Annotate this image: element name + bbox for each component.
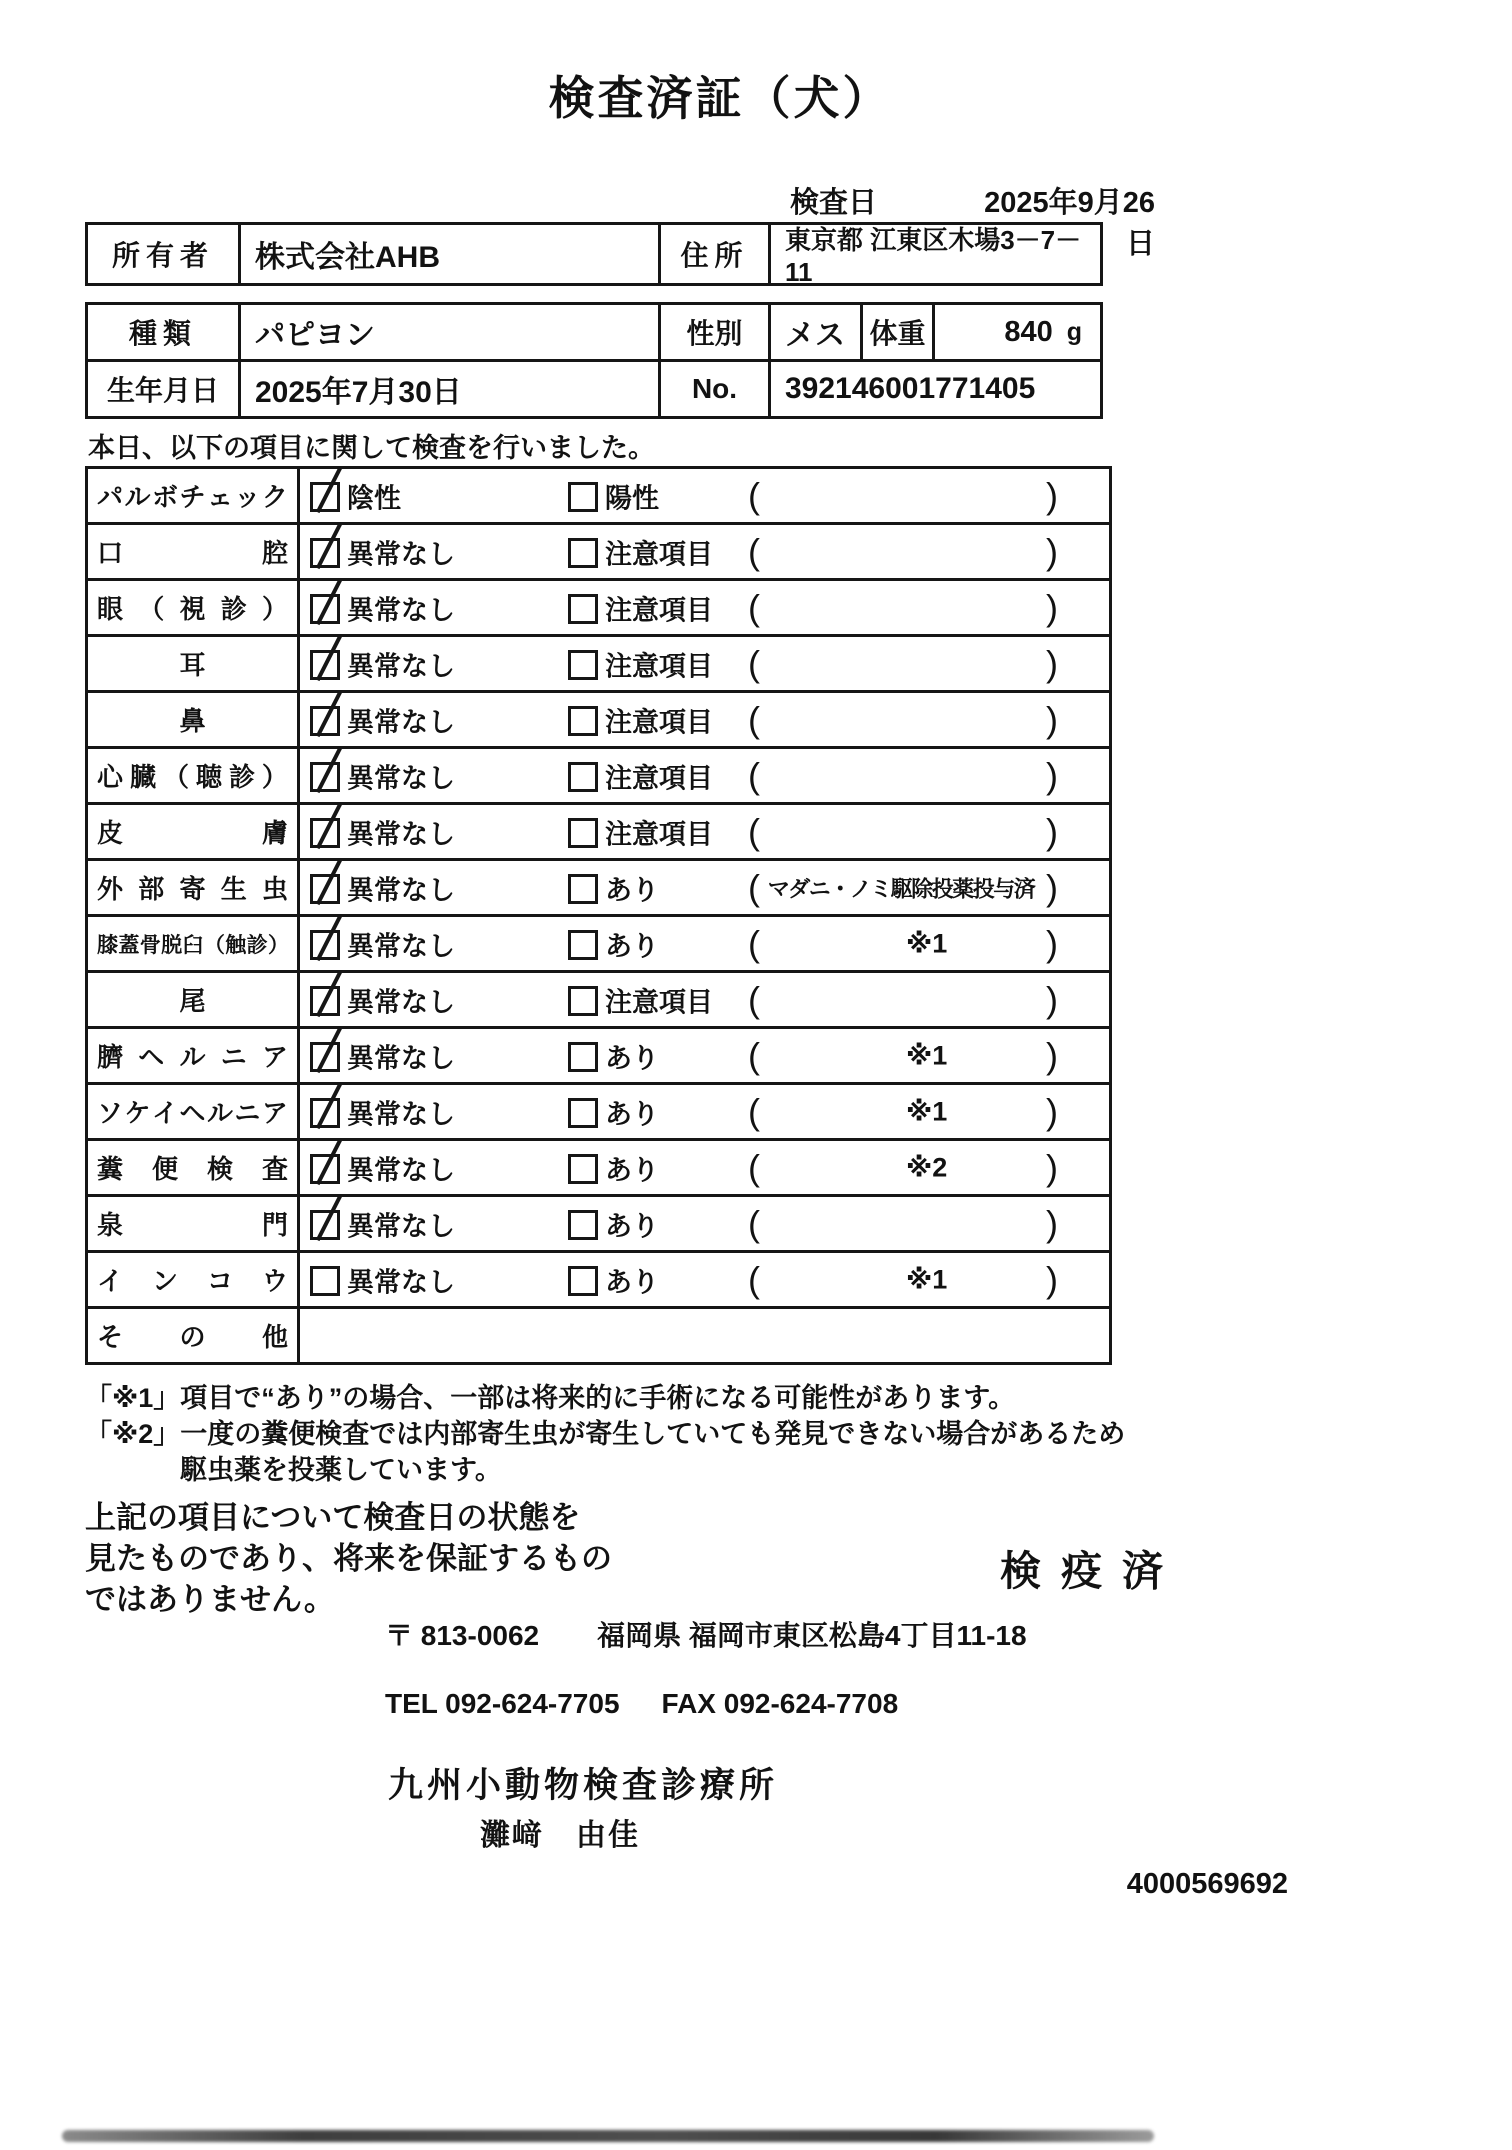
inspection-result-cell (300, 1141, 1109, 1194)
intro-text: 本日、以下の項目に関して検査を行いました。 (88, 433, 655, 463)
result-option-1-label: 異常なし (347, 651, 455, 681)
sex-value: メス (768, 305, 860, 359)
note-close-paren: ) (1046, 1090, 1058, 1132)
result-checkbox-1 (310, 594, 340, 624)
note-close-paren: ) (1046, 530, 1058, 572)
note-open-paren: ( (748, 474, 760, 516)
note-open-paren: ( (748, 978, 760, 1020)
result-option-1-label: 異常なし (347, 1267, 455, 1297)
result-checkbox-2 (568, 594, 598, 624)
result-option-2-label: 注意項目 (605, 987, 713, 1017)
note-open-paren: ( (748, 1202, 760, 1244)
note-open-paren: ( (748, 1034, 760, 1076)
result-checkbox-1 (310, 1154, 340, 1184)
footnote-mark: ※1 (906, 928, 948, 958)
note-open-paren: ( (748, 586, 760, 628)
scan-artifact (62, 2130, 1154, 2142)
disclaimer-line-1: 上記の項目について検査日の状態を (85, 1500, 581, 1535)
result-option-1-label: 異常なし (347, 1211, 455, 1241)
result-checkbox-2 (568, 930, 598, 960)
inspection-item-label: ソ ケ イ ヘ ル ニ ア (97, 1098, 288, 1128)
result-checkbox-2 (568, 482, 598, 512)
inspection-row (88, 746, 1109, 802)
result-option-2-label: 陽性 (605, 483, 659, 513)
note-close-paren: ) (1046, 1258, 1058, 1300)
inspection-row (88, 1138, 1109, 1194)
inspection-row (88, 522, 1109, 578)
note-close-paren: ) (1046, 1146, 1058, 1188)
note-open-paren: ( (748, 922, 760, 964)
birthdate-label: 生年月日 (106, 375, 219, 406)
pet-table (85, 302, 1103, 419)
no-label: No. (658, 362, 768, 416)
weight-label: 体重 (860, 305, 932, 359)
inspection-result-cell (300, 917, 1109, 970)
inspection-row (88, 914, 1109, 970)
result-checkbox-2 (568, 986, 598, 1016)
inspection-item-name-cell (88, 1141, 300, 1194)
inspection-date-value: 2025年9月26日 (984, 187, 1155, 260)
result-option-2-label: 注意項目 (605, 819, 713, 849)
result-checkbox-1 (310, 818, 340, 848)
inspection-result-cell (300, 1253, 1109, 1306)
result-checkbox-1 (310, 762, 340, 792)
inspection-row (88, 690, 1109, 746)
result-checkbox-2 (568, 1042, 598, 1072)
result-option-2-label: 注意項目 (605, 595, 713, 625)
note-close-paren: ) (1046, 474, 1058, 516)
result-option-1-label: 異常なし (347, 875, 455, 905)
result-checkbox-1 (310, 1266, 340, 1296)
result-option-2-label: 注意項目 (605, 651, 713, 681)
note-close-paren: ) (1046, 866, 1058, 908)
result-checkbox-2 (568, 1098, 598, 1128)
result-checkbox-1 (310, 706, 340, 736)
result-checkbox-1 (310, 1210, 340, 1240)
inspection-row (88, 1194, 1109, 1250)
owner-address-label: 住所 (658, 225, 768, 283)
note-open-paren: ( (748, 866, 760, 908)
inspection-item-name-cell (88, 1085, 300, 1138)
result-option-1-label: 異常なし (347, 1155, 455, 1185)
inspection-row (88, 970, 1109, 1026)
inspection-item-label: 耳 (179, 650, 206, 680)
result-checkbox-1 (310, 1098, 340, 1128)
footnote-1: 「※1」項目で“あり”の場合、一部は将来的に手術になる可能性があります。 (85, 1383, 1016, 1413)
note-open-paren: ( (748, 810, 760, 852)
result-checkbox-2 (568, 762, 598, 792)
inspection-item-label: 眼 （ 視 診 ） (97, 594, 288, 624)
result-checkbox-1 (310, 482, 340, 512)
inspection-result-cell (300, 581, 1109, 634)
weight-value (932, 305, 1094, 359)
note-open-paren: ( (748, 530, 760, 572)
owner-address: 東京都 江東区木場3－7－11 (768, 225, 1100, 283)
inspection-result-cell (300, 749, 1109, 802)
inspection-result-cell (300, 637, 1109, 690)
note-close-paren: ) (1046, 978, 1058, 1020)
note-open-paren: ( (748, 1146, 760, 1188)
result-option-2-label: 注意項目 (605, 539, 713, 569)
result-checkbox-2 (568, 1210, 598, 1240)
clinic-address: 福岡県 福岡市東区松島4丁目11-18 (597, 1620, 1027, 1651)
inspection-row (88, 578, 1109, 634)
inspection-result-cell (300, 469, 1109, 522)
inspection-row (88, 1026, 1109, 1082)
inspection-item-label: 泉 門 (97, 1210, 288, 1240)
sex-label: 性別 (658, 305, 768, 359)
breed-label: 種類 (128, 318, 197, 349)
result-checkbox-2 (568, 874, 598, 904)
footnote-mark: ※1 (906, 1096, 948, 1126)
inspection-item-label: そ の 他 (97, 1322, 288, 1352)
inspection-result-cell (300, 973, 1109, 1026)
disclaimer-line-2: 見たものであり、将来を保証するもの (85, 1541, 612, 1576)
weight-number: 840 (1004, 315, 1053, 348)
result-note: マダニ・ノミ駆除投薬投与済 (767, 876, 1035, 901)
result-checkbox-1 (310, 930, 340, 960)
inspection-item-name-cell (88, 1309, 300, 1362)
result-checkbox-2 (568, 538, 598, 568)
note-close-paren: ) (1046, 1034, 1058, 1076)
veterinarian-name: 灘﨑 由佳 (480, 1819, 640, 1852)
result-checkbox-2 (568, 818, 598, 848)
clinic-postal-line (385, 1614, 1027, 1654)
result-option-1-label: 異常なし (347, 1099, 455, 1129)
result-checkbox-1 (310, 1042, 340, 1072)
inspection-row (88, 1082, 1109, 1138)
result-option-1-label: 異常なし (347, 987, 455, 1017)
disclaimer-line-3: ではありません。 (85, 1582, 335, 1617)
inspection-row (88, 634, 1109, 690)
note-open-paren: ( (748, 754, 760, 796)
clinic-fax: FAX 092-624-7708 (661, 1688, 899, 1719)
footnote-mark: ※1 (906, 1040, 948, 1070)
inspection-item-name-cell (88, 637, 300, 690)
result-checkbox-2 (568, 1154, 598, 1184)
inspection-item-label: イ ン コ ウ (97, 1266, 288, 1296)
note-close-paren: ) (1046, 754, 1058, 796)
weight-unit: g (1066, 317, 1082, 346)
note-close-paren: ) (1046, 922, 1058, 964)
clinic-postal-code: 〒 813-0062 (385, 1620, 540, 1651)
inspection-result-cell (300, 1085, 1109, 1138)
footnote-mark: ※1 (906, 1264, 948, 1294)
inspection-result-cell (300, 861, 1109, 914)
inspection-item-name-cell (88, 581, 300, 634)
inspection-item-label: 外 部 寄 生 虫 (97, 874, 288, 904)
breed-value: パピヨン (238, 305, 658, 359)
result-option-1-label: 異常なし (347, 931, 455, 961)
inspection-item-name-cell (88, 1197, 300, 1250)
inspection-row (88, 1306, 1109, 1362)
owner-row (88, 225, 1100, 287)
footnote-2-continued: 駆虫薬を投薬しています。 (180, 1455, 502, 1485)
inspection-result-cell (300, 1029, 1109, 1082)
note-close-paren: ) (1046, 586, 1058, 628)
result-option-1-label: 異常なし (347, 539, 455, 569)
result-option-1-label: 異常なし (347, 595, 455, 625)
clinic-tel-line (385, 1688, 898, 1720)
result-option-1-label: 異常なし (347, 763, 455, 793)
owner-label: 所有者 (111, 240, 214, 271)
inspection-result-cell (300, 693, 1109, 746)
note-close-paren: ) (1046, 698, 1058, 740)
pet-row-1 (88, 305, 1100, 359)
result-option-2-label: 注意項目 (605, 707, 713, 737)
result-checkbox-1 (310, 986, 340, 1016)
inspection-result-cell (300, 1309, 1109, 1362)
result-option-2-label: あり (605, 1267, 659, 1297)
pet-row-2 (88, 359, 1100, 416)
result-option-2-label: あり (605, 1211, 659, 1241)
note-open-paren: ( (748, 642, 760, 684)
result-checkbox-1 (310, 538, 340, 568)
inspection-row (88, 1250, 1109, 1306)
inspection-item-label: 鼻 (179, 706, 206, 736)
owner-name: 株式会社AHB (238, 225, 658, 283)
inspection-result-cell (300, 1197, 1109, 1250)
inspection-item-name-cell (88, 1029, 300, 1082)
inspection-date-label: 検査日 (790, 187, 878, 219)
inspection-row (88, 469, 1109, 522)
result-option-2-label: あり (605, 1043, 659, 1073)
quarantine-stamp: 検疫済 (1000, 1548, 1183, 1594)
result-option-1-label: 異常なし (347, 1043, 455, 1073)
inspection-item-label: 皮 膚 (97, 818, 288, 848)
result-option-2-label: 注意項目 (605, 763, 713, 793)
owner-table (85, 222, 1103, 286)
footnote-mark: ※2 (906, 1152, 948, 1182)
inspection-item-name-cell (88, 1253, 300, 1306)
result-option-2-label: あり (605, 1099, 659, 1129)
result-option-1-label: 異常なし (347, 707, 455, 737)
inspection-item-name-cell (88, 749, 300, 802)
clinic-name: 九州小動物検査診療所 (388, 1766, 779, 1805)
inspection-result-cell (300, 805, 1109, 858)
result-option-2-label: あり (605, 875, 659, 905)
inspection-item-label: 口 腔 (97, 538, 288, 568)
no-value: 392146001771405 (768, 362, 1100, 416)
inspection-item-name-cell (88, 861, 300, 914)
inspection-item-label: パ ル ボ チ ェ ッ ク (97, 482, 288, 512)
note-open-paren: ( (748, 1090, 760, 1132)
page-title: 検査済証（犬） (548, 72, 892, 124)
serial-number: 4000569692 (1126, 1868, 1288, 1900)
inspection-item-name-cell (88, 973, 300, 1026)
inspection-result-cell (300, 525, 1109, 578)
inspection-item-name-cell (88, 917, 300, 970)
inspection-item-label: 膝 蓋 骨 脱 臼 （ 触 診 ） (97, 933, 288, 957)
note-open-paren: ( (748, 698, 760, 740)
note-close-paren: ) (1046, 1202, 1058, 1244)
result-option-2-label: あり (605, 931, 659, 961)
result-checkbox-2 (568, 706, 598, 736)
result-checkbox-1 (310, 874, 340, 904)
clinic-tel: TEL 092-624-7705 (385, 1688, 620, 1719)
inspection-item-label: 尾 (179, 986, 206, 1016)
birthdate-value: 2025年7月30日 (238, 362, 658, 416)
result-checkbox-2 (568, 650, 598, 680)
note-close-paren: ) (1046, 642, 1058, 684)
inspection-item-label: 臍 ヘ ル ニ ア (97, 1042, 288, 1072)
inspection-item-name-cell (88, 805, 300, 858)
inspection-table (85, 466, 1112, 1365)
result-checkbox-1 (310, 650, 340, 680)
note-close-paren: ) (1046, 810, 1058, 852)
inspection-item-name-cell (88, 525, 300, 578)
inspection-item-name-cell (88, 693, 300, 746)
inspection-row (88, 858, 1109, 914)
inspection-item-name-cell (88, 469, 300, 522)
footnote-2: 「※2」一度の糞便検査では内部寄生虫が寄生していても発見できない場合があるため (85, 1419, 1126, 1449)
note-open-paren: ( (748, 1258, 760, 1300)
result-option-1-label: 異常なし (347, 819, 455, 849)
result-checkbox-2 (568, 1266, 598, 1296)
inspection-item-label: 心 臓 （ 聴 診 ） (97, 762, 288, 792)
result-option-2-label: あり (605, 1155, 659, 1185)
inspection-item-label: 糞 便 検 査 (97, 1154, 288, 1184)
inspection-row (88, 802, 1109, 858)
result-option-1-label: 陰性 (347, 483, 401, 513)
